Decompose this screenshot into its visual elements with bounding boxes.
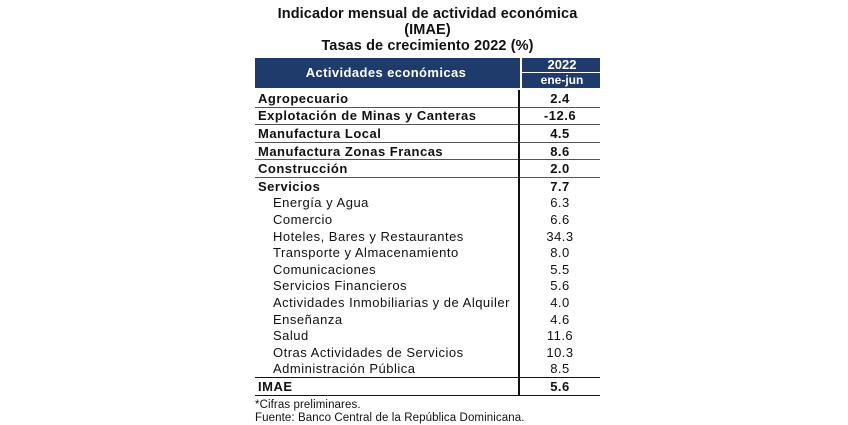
activity-name: Agropecuario xyxy=(258,90,349,106)
data-table xyxy=(255,90,600,396)
table-row xyxy=(255,344,600,361)
growth-value: 8.6 xyxy=(519,142,600,160)
preliminary-note: *Cifras preliminares. xyxy=(255,398,361,411)
table-row xyxy=(255,107,600,125)
growth-value: 7.7 xyxy=(519,177,600,194)
table-row xyxy=(255,90,600,107)
activity-name: Comunicaciones xyxy=(273,261,377,277)
growth-value: 34.3 xyxy=(519,228,600,245)
activity-name: Energía y Agua xyxy=(273,195,369,211)
growth-value: 8.5 xyxy=(519,361,600,378)
table-notes xyxy=(255,399,600,425)
title-line-1: Indicador mensual de actividad económica (IMAE) xyxy=(277,6,578,38)
growth-value: 5.5 xyxy=(519,261,600,278)
total-value: 5.6 xyxy=(519,378,600,396)
growth-value: 2.0 xyxy=(519,160,600,178)
source-note: Fuente: Banco Central de la República Dominicana. xyxy=(255,411,525,424)
growth-value: 4.0 xyxy=(519,294,600,311)
growth-value: 10.3 xyxy=(519,344,600,361)
table-row xyxy=(255,327,600,344)
total-row xyxy=(255,378,600,396)
year-header: 2022 xyxy=(547,57,577,72)
title-line-2: Tasas de crecimiento 2022 (%) xyxy=(321,38,534,54)
growth-value: -12.6 xyxy=(519,107,600,125)
table-row xyxy=(255,142,600,160)
activity-name: Servicios Financieros xyxy=(273,278,408,294)
table-row xyxy=(255,311,600,328)
table-row xyxy=(255,361,600,378)
activity-column-header: Actividades económicas xyxy=(305,65,467,80)
activity-name: Administración Pública xyxy=(273,361,416,377)
table-row xyxy=(255,211,600,228)
table-row xyxy=(255,294,600,311)
activity-name: Manufactura Zonas Francas xyxy=(255,142,519,160)
growth-value: 6.3 xyxy=(519,195,600,212)
total-name: IMAE xyxy=(255,378,519,396)
table-row xyxy=(255,228,600,245)
imae-table-figure xyxy=(255,6,600,425)
activity-name: Manufactura Local xyxy=(255,125,519,143)
activity-name: Servicios xyxy=(255,177,519,194)
growth-value: 5.6 xyxy=(519,278,600,295)
table-header xyxy=(255,58,600,88)
activity-name: Enseñanza xyxy=(273,311,343,327)
growth-value: 2.4 xyxy=(519,90,600,107)
growth-value: 4.5 xyxy=(519,125,600,143)
figure-title xyxy=(255,6,600,54)
activity-name: Construcción xyxy=(255,160,519,178)
activity-name: Explotación de Minas y Canteras xyxy=(255,107,519,125)
period-header: ene-jun xyxy=(522,72,602,88)
growth-value: 11.6 xyxy=(519,327,600,344)
growth-value: 6.6 xyxy=(519,211,600,228)
activity-name: Comercio xyxy=(273,211,333,227)
activity-name: Actividades Inmobiliarias y de Alquiler xyxy=(273,294,510,310)
activity-name: Otras Actividades de Servicios xyxy=(273,344,464,360)
table-row xyxy=(255,177,600,194)
growth-value: 8.0 xyxy=(519,244,600,261)
table-row xyxy=(255,244,600,261)
activity-name: Hoteles, Bares y Restaurantes xyxy=(273,228,464,244)
value-column-header xyxy=(520,58,602,88)
activity-name: Salud xyxy=(273,328,309,344)
table-row xyxy=(255,261,600,278)
table-row xyxy=(255,125,600,143)
activity-name: Transporte y Almacenamiento xyxy=(273,245,459,261)
growth-value: 4.6 xyxy=(519,311,600,328)
table-row xyxy=(255,278,600,295)
table-row xyxy=(255,160,600,178)
table-row xyxy=(255,195,600,212)
